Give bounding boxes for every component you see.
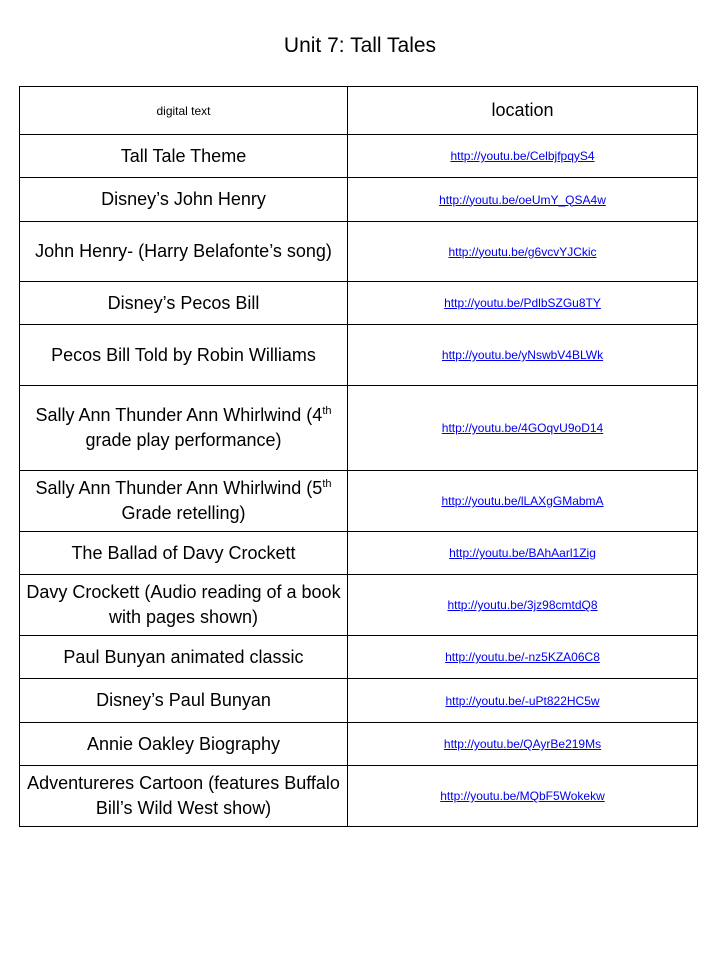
video-title: Sally Ann Thunder Ann Whirlwind (4th grade play performance) <box>20 386 348 471</box>
table-row <box>20 575 698 636</box>
table-row <box>20 222 698 282</box>
table-row <box>20 325 698 386</box>
video-title: John Henry- (Harry Belafonte’s song) <box>20 222 348 282</box>
video-link[interactable]: http://youtu.be/g6vcvYJCkic <box>448 244 597 259</box>
video-title: Disney’s Paul Bunyan <box>20 679 348 723</box>
video-link[interactable]: http://youtu.be/yNswbV4BLWk <box>441 348 604 362</box>
video-link[interactable]: http://youtu.be/lLAXgGMabmA <box>441 494 604 508</box>
video-link[interactable]: http://youtu.be/3jz98cmtdQ8 <box>447 598 598 612</box>
video-links-table <box>19 86 698 827</box>
header-location: location <box>348 87 698 135</box>
table-row <box>20 532 698 575</box>
table-row <box>20 178 698 222</box>
video-link[interactable]: http://youtu.be/BAhAarl1Zig <box>449 546 596 560</box>
video-link[interactable]: http://youtu.be/QAyrBe219Ms <box>443 737 602 751</box>
video-link[interactable]: http://youtu.be/MQbF5Wokekw <box>440 789 605 803</box>
video-title: Adventureres Cartoon (features Buffalo Bill’s Wild West show) <box>20 766 348 827</box>
table-row <box>20 282 698 325</box>
video-title: Davy Crockett (Audio reading of a book with pages shown) <box>20 575 348 636</box>
video-title: Pecos Bill Told by Robin Williams <box>20 325 348 386</box>
table-row <box>20 766 698 827</box>
video-title: Disney’s Pecos Bill <box>20 282 348 325</box>
table-row <box>20 386 698 471</box>
video-title: Paul Bunyan animated classic <box>20 636 348 679</box>
table-row <box>20 135 698 178</box>
video-title: Disney’s John Henry <box>20 178 348 222</box>
video-link[interactable]: http://youtu.be/PdlbSZGu8TY <box>444 296 601 310</box>
video-link[interactable]: http://youtu.be/oeUmY_QSA4w <box>439 192 606 207</box>
video-title: Annie Oakley Biography <box>20 723 348 766</box>
video-link[interactable]: http://youtu.be/4GOqvU9oD14 <box>441 421 604 435</box>
video-link[interactable]: http://youtu.be/CelbjfpqyS4 <box>450 149 595 163</box>
video-title: Tall Tale Theme <box>20 135 348 178</box>
header-row <box>20 87 698 135</box>
video-title: Sally Ann Thunder Ann Whirlwind (5th Grade retelling) <box>20 471 348 532</box>
table-row <box>20 723 698 766</box>
table-row <box>20 471 698 532</box>
table-row <box>20 636 698 679</box>
table-row <box>20 679 698 723</box>
page-title: Unit 7: Tall Tales <box>283 34 437 57</box>
header-digital-text: digital text <box>20 87 348 135</box>
video-link[interactable]: http://youtu.be/-uPt822HC5w <box>445 693 600 708</box>
video-link[interactable]: http://youtu.be/-nz5KZA06C8 <box>445 650 600 664</box>
video-title: The Ballad of Davy Crockett <box>20 532 348 575</box>
